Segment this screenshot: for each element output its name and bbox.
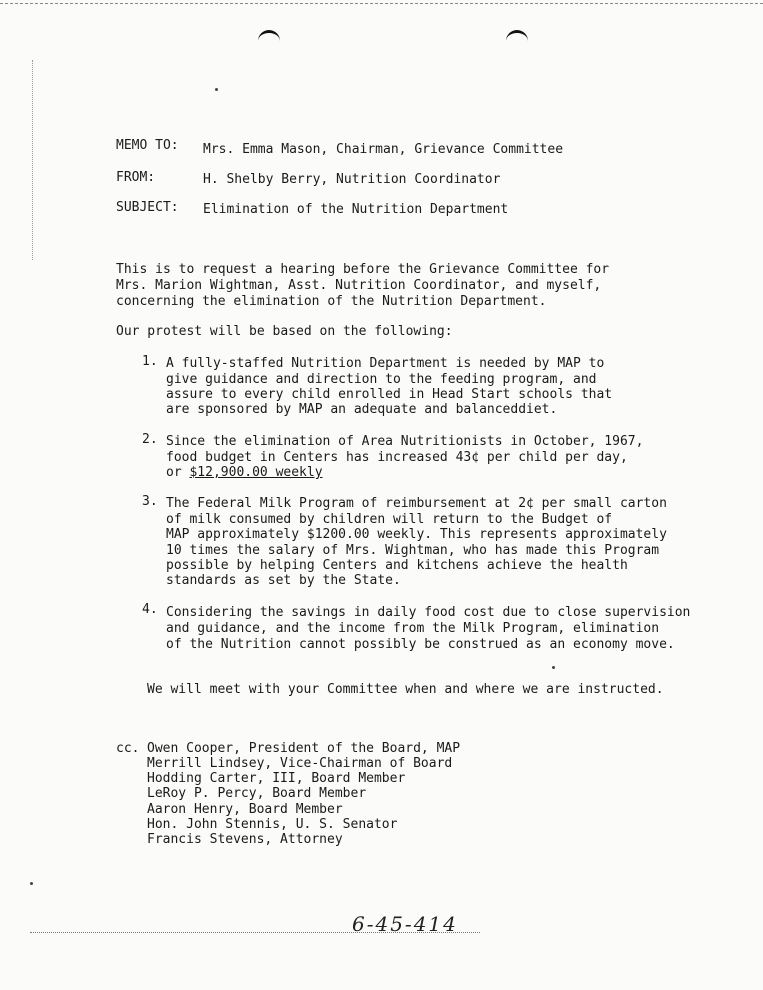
handwritten-number: 6-45-414	[352, 912, 458, 936]
item-line: 10 times the salary of Mrs. Wightman, who has made this Program	[166, 543, 660, 558]
item-line: standards as set by the State.	[166, 573, 401, 588]
item-line: of milk consumed by children will return to the Budget of	[166, 512, 613, 527]
ink-speck	[215, 88, 218, 91]
memo-to-value: Mrs. Emma Mason, Chairman, Grievance Committee	[203, 142, 564, 157]
item-line: give guidance and direction to the feeding program, and	[166, 372, 597, 387]
cc-name: LeRoy P. Percy, Board Member	[147, 786, 367, 801]
cc-name: Aaron Henry, Board Member	[147, 802, 343, 817]
item-line: A fully-staffed Nutrition Department is needed by MAP to	[166, 356, 605, 371]
item-line: food budget in Centers has increased 43¢ per child per day,	[166, 450, 628, 465]
cc-name: Hodding Carter, III, Board Member	[147, 771, 406, 786]
from-value: H. Shelby Berry, Nutrition Coordinator	[203, 172, 501, 187]
item-line: Considering the savings in daily food cost due to close supervision	[166, 605, 691, 620]
ink-speck	[552, 666, 555, 669]
item-line	[166, 465, 323, 480]
item-line: are sponsored by MAP an adequate and balanceddiet.	[166, 402, 558, 417]
top-border	[0, 3, 763, 4]
cc-label: cc.	[116, 741, 140, 756]
item-line: Since the elimination of Area Nutritionists in October, 1967,	[166, 434, 644, 449]
item-line: possible by helping Centers and kitchens achieve the health	[166, 558, 628, 573]
memo-to-label: MEMO TO:	[116, 138, 179, 153]
item-line: and guidance, and the income from the Milk Program, elimination	[166, 621, 660, 636]
intro-line: concerning the elimination of the Nutrition Department.	[116, 294, 547, 309]
margin-speckle	[32, 60, 35, 260]
item-line: The Federal Milk Program of reimbursement at 2¢ per small carton	[166, 496, 667, 511]
protest-intro: Our protest will be based on the following:	[116, 324, 453, 339]
hole-punch-mark-left	[258, 30, 280, 43]
hole-punch-mark-right	[506, 30, 528, 43]
subject-value: Elimination of the Nutrition Department	[203, 202, 509, 217]
item-number: 3.	[142, 494, 158, 509]
intro-line: Mrs. Marion Wightman, Asst. Nutrition Coordinator, and myself,	[116, 278, 602, 293]
item-number: 2.	[142, 432, 158, 447]
intro-line: This is to request a hearing before the Grievance Committee for	[116, 262, 610, 277]
item-line-prefix: or	[166, 465, 190, 480]
weekly-amount: $12,900.00 weekly	[189, 465, 323, 480]
item-number: 4.	[142, 602, 158, 617]
cc-name: Owen Cooper, President of the Board, MAP	[147, 741, 461, 756]
item-number: 1.	[142, 354, 158, 369]
item-line: assure to every child enrolled in Head Start schools that	[166, 387, 613, 402]
subject-label: SUBJECT:	[116, 200, 179, 215]
cc-name: Merrill Lindsey, Vice-Chairman of Board	[147, 756, 453, 771]
cc-name: Hon. John Stennis, U. S. Senator	[147, 817, 398, 832]
closing-sentence: We will meet with your Committee when and where we are instructed.	[147, 682, 664, 697]
item-line: of the Nutrition cannot possibly be construed as an economy move.	[166, 637, 675, 652]
ink-speck	[30, 882, 33, 885]
cc-name: Francis Stevens, Attorney	[147, 832, 343, 847]
item-line: MAP approximately $1200.00 weekly. This represents approximately	[166, 527, 667, 542]
from-label: FROM:	[116, 170, 156, 185]
